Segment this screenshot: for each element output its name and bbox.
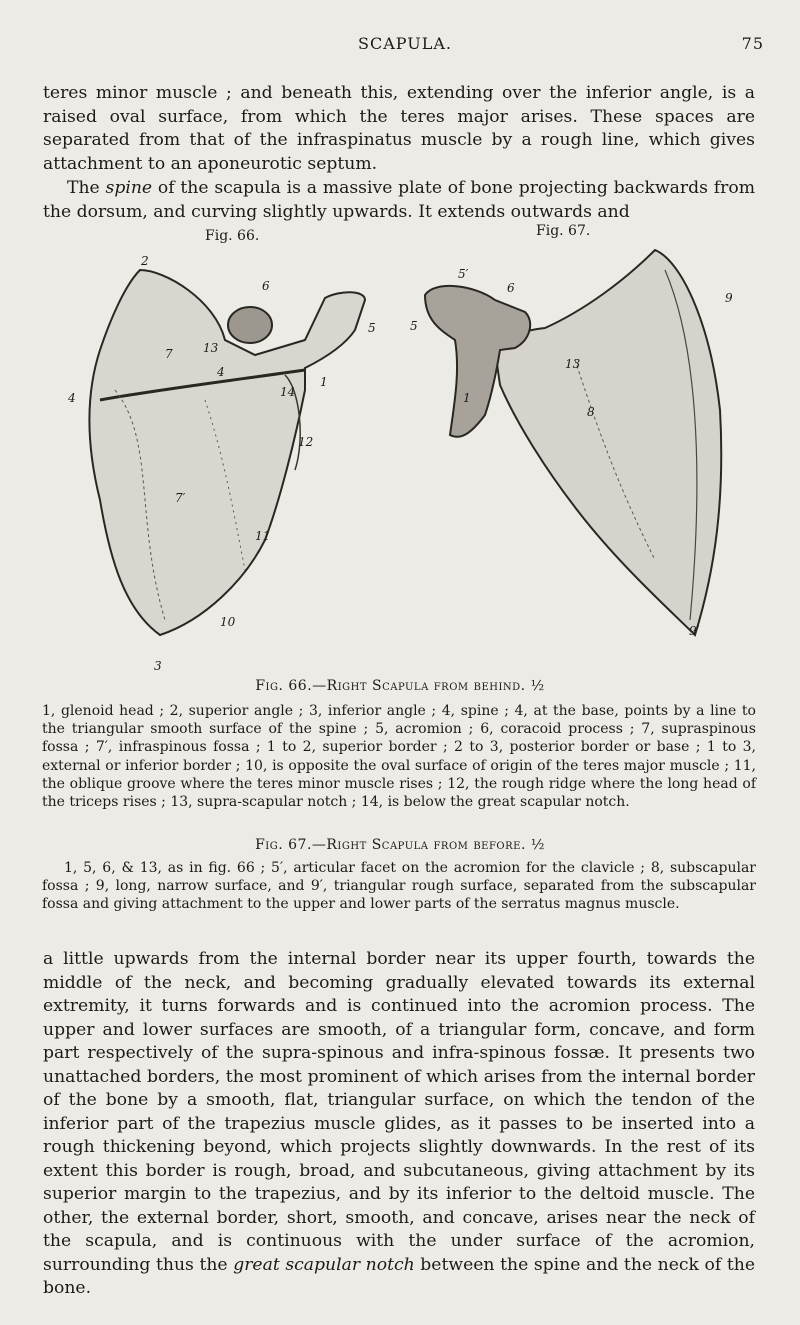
paragraph-spine [43,177,755,224]
fig66-num-14: 14 [280,385,296,399]
fig66-num-1: 1 [320,375,328,389]
paragraph-teres: teres minor muscle ; and beneath this, extending over the inferior angle, is a raised oval surface, from which the teres major arises. These spaces are separated from that of the infraspinatus muscle by a rough line, which gives attachment to an aponeurotic septum. [43,83,755,174]
fig67-num-13: 13 [565,357,581,371]
paragraph-continued-text: a little upwards from the internal border near its upper fourth, towards the middle of the neck, and becoming gradually elevated towards its external extremity, it turns forwards and is continued into the acromion process. The upper and lower surfaces are smooth, of a triangular form, concave, and form part respectively of the supra-spinous and infra-spinous fossæ. It presents two unattached borders, the most prominent of which arises from the internal border of the bone by a smooth, flat, triangular surface, on which the tendon of the inferior part of the trapezius muscle glides, as it passes to be inserted into a rough thickening beyond, which projects slightly downwards. In the rest of its extent this border is rough, broad, and subcutaneous, giving attachment by its superior margin to the trapezius, and by its inferior to the deltoid muscle. The other, the external border, short, smooth, and concave, arises near the neck of the scapula, and is continuous with the under surface of the acromion, surrounding thus the [43,949,755,1275]
fig66-scapula-drawing [89,270,365,635]
running-title: SCAPULA. [358,34,452,53]
fig67-num-1: 1 [463,391,471,405]
fig67-num-8: 8 [587,405,595,419]
page-number: 75 [741,34,764,53]
fig66-num-13: 13 [203,341,219,355]
fig67-num-6: 6 [507,281,515,295]
fig67-caption-title: Fig. 67.—Right Scapula from before. ½ [255,837,545,853]
fig66-num-11: 11 [255,529,271,543]
fig66-num-3: 3 [154,659,162,673]
spine-term: spine [105,178,153,198]
fig66-num-4b: 4 [217,365,225,379]
fig67-scapula-drawing [425,250,721,635]
paragraph-spine-continued [43,948,755,1301]
scapula-illustrations [55,240,755,680]
fig67-num-5-prime: 5′ [458,267,469,281]
fig66-num-12: 12 [298,435,314,449]
fig66-caption-title: Fig. 66.—Right Scapula from behind. ½ [255,678,545,694]
fig66-num-4a: 4 [68,391,76,405]
paragraph-continued-end: between the spine and the neck of the bone. [43,1254,756,1298]
fig66-num-7-prime: 7′ [175,491,186,505]
fig67-num-9-prime: 9′ [689,624,700,638]
fig66-num-2: 2 [141,254,149,268]
fig66-num-10: 10 [220,615,236,629]
paragraph-spine-prefix: The [67,178,106,198]
great-scapular-notch-term: great scapular notch [233,1254,415,1275]
fig66-label: Fig. 66. [205,228,260,244]
fig67-num-5: 5 [410,319,418,333]
fig66-num-5: 5 [368,321,376,335]
paragraph-spine-rest: of the scapula is a massive plate of bone projecting backwards from the dorsum, and curving slightly upwards. It extends outwards and [43,178,755,222]
fig67-caption-body: 1, 5, 6, & 13, as in fig. 66 ; 5′, articular facet on the acromion for the clavicle ; 8, subscapular fossa ; 9, long, narrow surface, and 9′, triangular rough surface, separated from the subscapular fossa and giving attachment to the upper and lower parts of the serratus magnus muscle. [42,860,756,913]
fig67-label: Fig. 67. [536,223,591,239]
fig67-num-9: 9 [725,291,733,305]
fig66-num-7: 7 [165,347,173,361]
fig66-num-6: 6 [262,279,270,293]
running-header [40,34,770,58]
fig66-caption-body: 1, glenoid head ; 2, superior angle ; 3, inferior angle ; 4, spine ; 4, at the base, points by a line to the triangular smooth surface of the spine ; 5, acromion ; 6, coracoid process ; 7, supraspinous fossa ; 7′, infraspinous fossa ; 1 to 2, superior border ; 2 to 3, posterior border or base ; 1 to 3, external or inferior border ; 10, is opposite the oval surface of origin of the teres major muscle ; 11, the oblique groove where the teres minor muscle rises ; 12, the rough ridge where the long head of the triceps rises ; 13, supra-scapular notch ; 14, is below the great scapular notch. [42,703,756,811]
